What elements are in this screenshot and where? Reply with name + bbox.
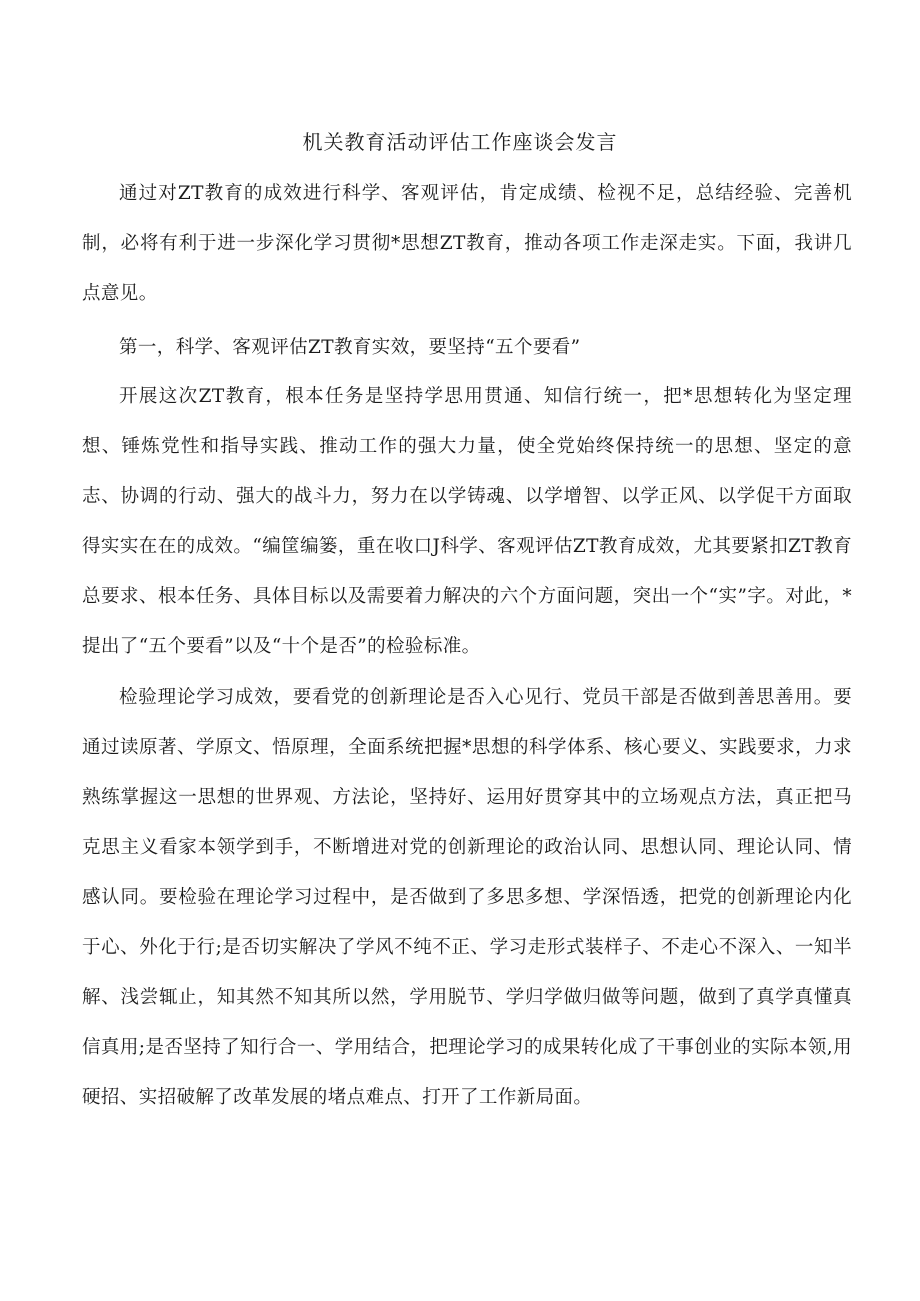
paragraph-education-goals: 开展这次ZT教育，根本任务是坚持学思用贯通、知信行统一，把*思想转化为坚定理想、锤炼党性和指导实践、推动工作的强大力量，使全党始终保持统一的思想、坚定的意志、协调的行动、强大的战斗力，努力在以学铸魂、以学增智、以学正风、以学促干方面取得实实在在的成效。“编筐编篓，重在收口J科学、客观评估ZT教育成效，尤其要紧扣ZT教育总要求、根本任务、具体目标以及需要着力解决的六个方面问题，突出一个“实”字。对此，*提出了“五个要看”以及“十个是否”的检验标准。 xyxy=(82,386,853,657)
paragraph-theory-study: 检验理论学习成效，要看党的创新理论是否入心见行、党员干部是否做到善思善用。要通过读原著、学原文、悟原理，全面系统把握*思想的科学体系、核心要义、实践要求，力求熟练掌握这一思想的世界观、方法论，坚持好、运用好贯穿其中的立场观点方法，真正把马克思主义看家本领学到手，不断增进对党的创新理论的政治认同、思想认同、理论认同、情感认同。要检验在理论学习过程中，是否做到了多思多想、学深悟透，把党的创新理论内化于心、外化于行;是否切实解决了学风不纯不正、学习走形式装样子、不走心不深入、一知半解、浅尝辄止，知其然不知其所以然，学用脱节、学归学做归做等问题，做到了真学真懂真信真用;是否坚持了知行合一、学用结合，把理论学习的成果转化成了干事创业的实际本领,用硬招、实招破解了改革发展的堵点难点、打开了工作新局面。 xyxy=(82,687,852,1108)
document-title: 机关教育活动评估工作座谈会发言 xyxy=(302,130,618,154)
paragraph-intro: 通过对ZT教育的成效进行科学、客观评估，肯定成绩、检视不足，总结经验、完善机制，必将有利于进一步深化学习贯彻*思想ZT教育，推动各项工作走深走实。下面，我讲几点意见。 xyxy=(82,183,852,304)
section-heading-first: 第一，科学、客观评估ZT教育实效，要坚持“五个要看” xyxy=(119,337,581,358)
